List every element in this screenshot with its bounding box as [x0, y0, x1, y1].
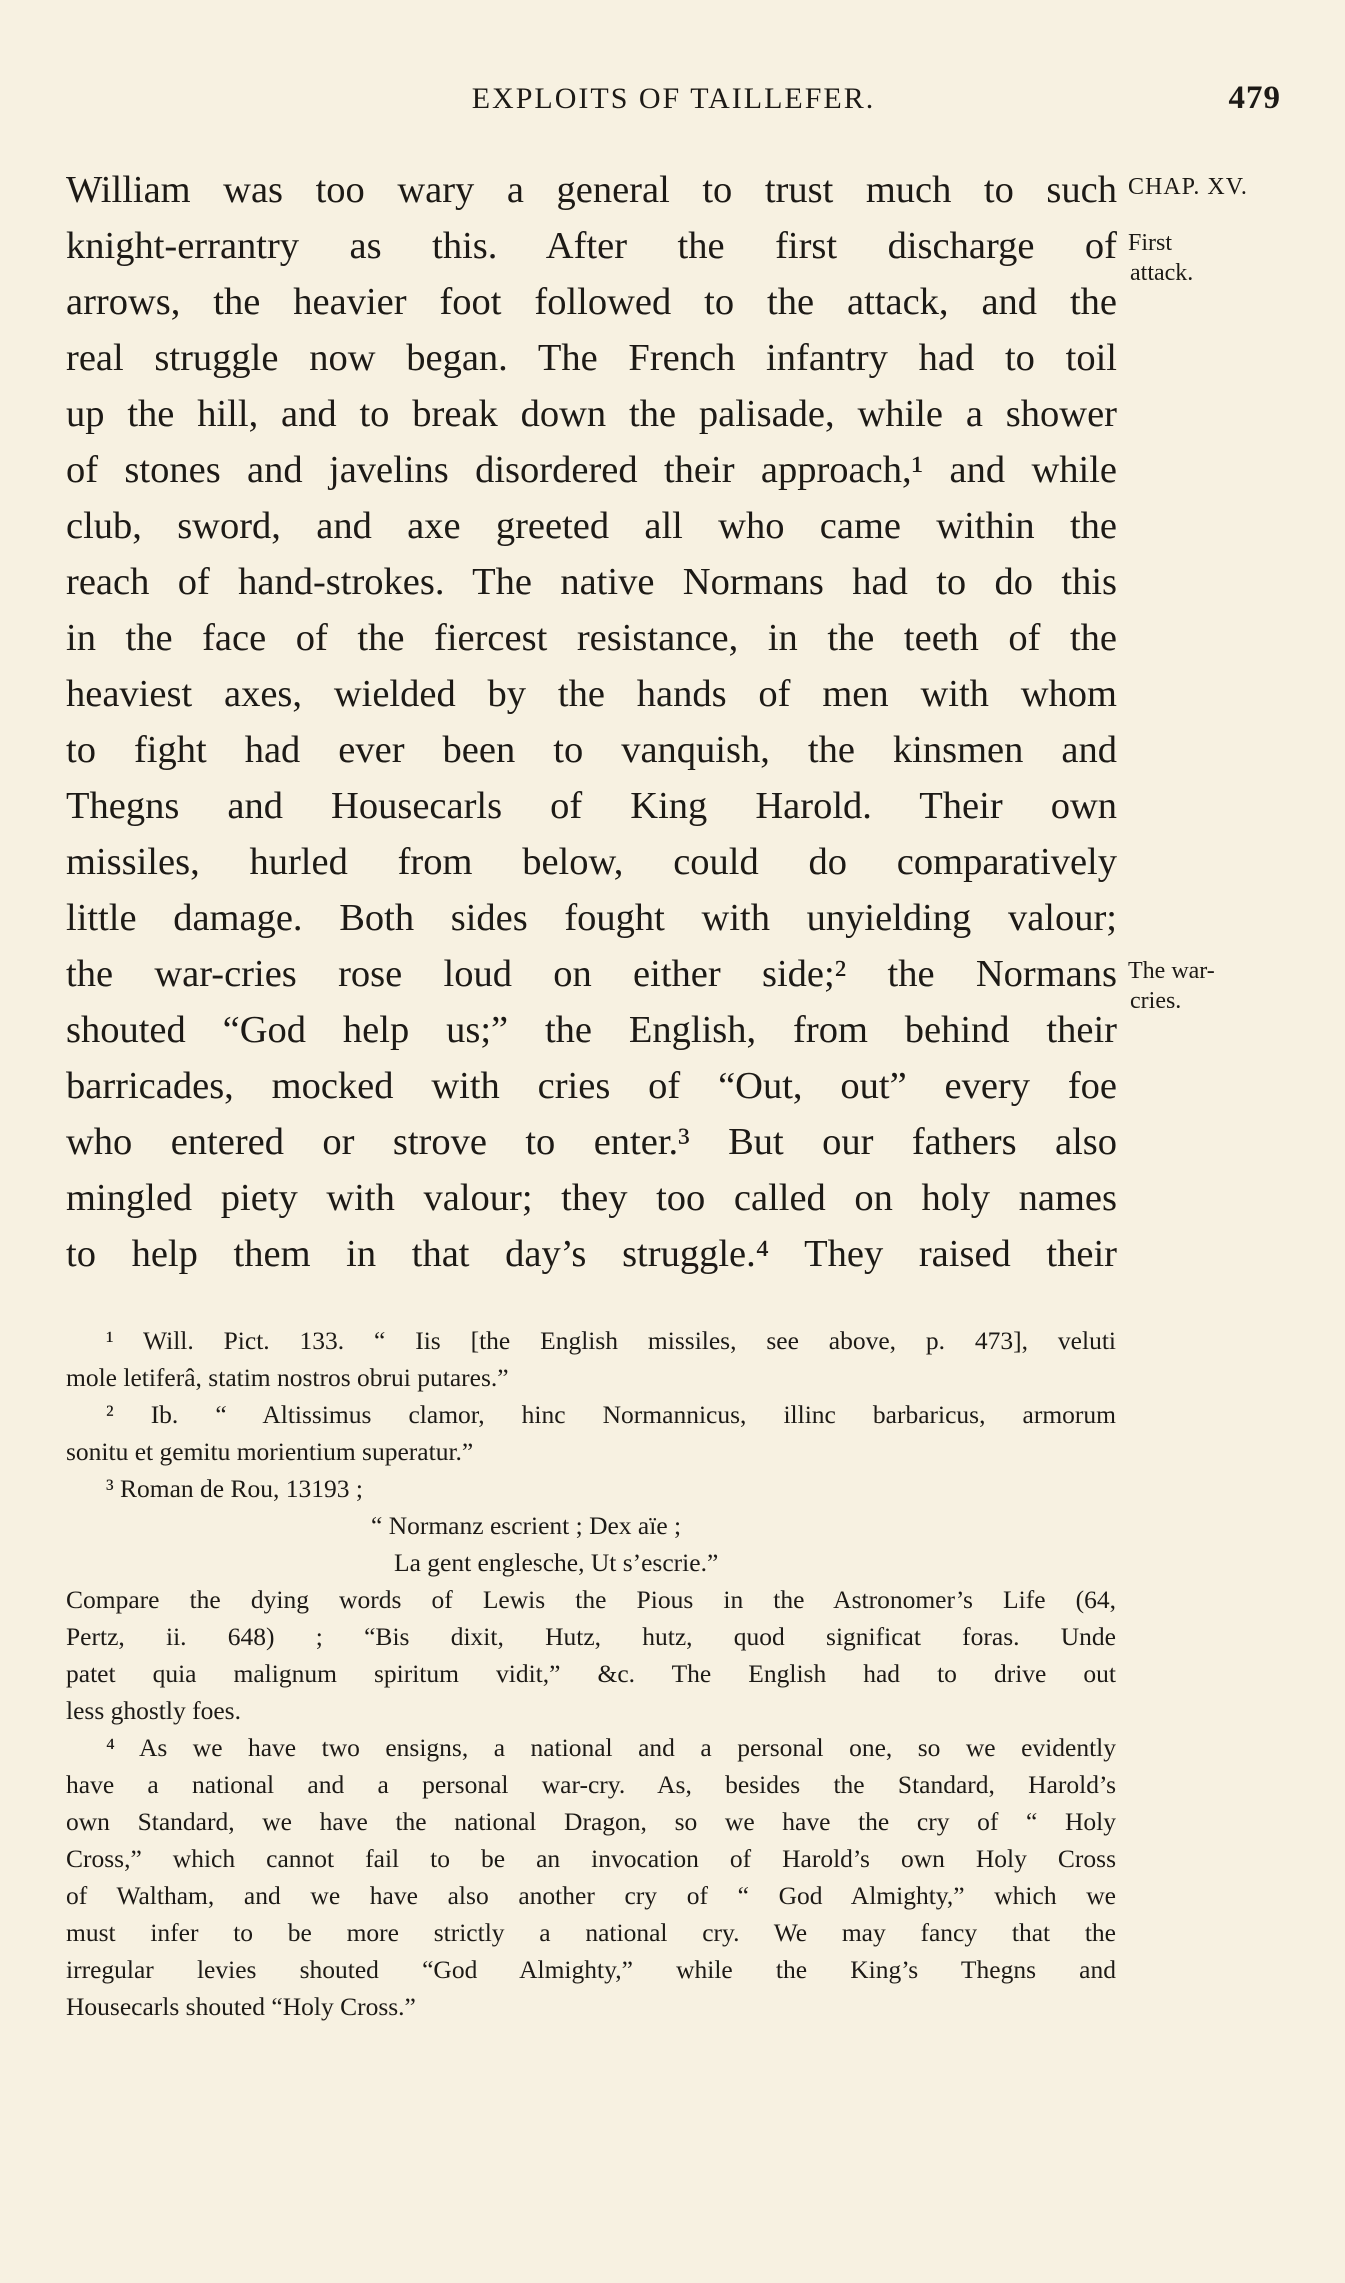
- margin-note-first-attack: [1128, 228, 1338, 288]
- text-line: reach of hand-strokes. The native Normans had to do this: [66, 561, 1117, 603]
- text-line: heaviest axes, wielded by the hands of men with whom: [66, 673, 1117, 715]
- text-line: club, sword, and axe greeted all who came within the: [66, 505, 1117, 547]
- running-title: EXPLOITS OF TAILLEFER.: [471, 82, 876, 115]
- page-number: 479: [1228, 80, 1281, 116]
- text-line: in the face of the fiercest resistance, in the teeth of the: [66, 617, 1117, 659]
- text-line: Thegns and Housecarls of King Harold. Their own: [66, 785, 1117, 827]
- text-line: up the hill, and to break down the palisade, while a shower: [66, 393, 1117, 435]
- margin-note-war-cries: [1128, 956, 1338, 1016]
- footnote-line: ² Ib. “ Altissimus clamor, hinc Normannicus, illinc barbaricus, armorum: [106, 1400, 1116, 1429]
- footnote-line: must infer to be more strictly a national cry. We may fancy that the: [66, 1918, 1116, 1947]
- text-line: shouted “God help us;” the English, from behind their: [66, 1009, 1117, 1051]
- footnote-line: patet quia malignum spiritum vidit,” &c. The English had to drive out: [66, 1659, 1116, 1688]
- text-line: William was too wary a general to trust much to such: [66, 169, 1117, 211]
- margin-note-text: First: [1128, 230, 1173, 256]
- footnotes: [66, 1322, 1116, 2025]
- footnote-line: own Standard, we have the national Dragon, so we have the cry of “ Holy: [66, 1807, 1116, 1836]
- text-line: real struggle now began. The French infantry had to toil: [66, 337, 1117, 379]
- footnote-line: Housecarls shouted “Holy Cross.”: [66, 1992, 416, 2021]
- text-line: little damage. Both sides fought with unyielding valour;: [66, 897, 1117, 939]
- margin-note-text: cries.: [1130, 988, 1182, 1014]
- running-head: [66, 76, 1281, 126]
- text-line: arrows, the heavier foot followed to the attack, and the: [66, 281, 1117, 323]
- footnote-line: ⁴ As we have two ensigns, a national and a personal one, so we evidently: [106, 1733, 1116, 1762]
- margin-note-chapter: [1128, 172, 1338, 202]
- text-line: of stones and javelins disordered their approach,¹ and while: [66, 449, 1117, 491]
- text-line: to help them in that day’s struggle.⁴ They raised their: [66, 1233, 1117, 1275]
- footnote-line: have a national and a personal war-cry. As, besides the Standard, Harold’s: [66, 1770, 1116, 1799]
- footnote-line: ¹ Will. Pict. 133. “ Iis [the English missiles, see above, p. 473], veluti: [106, 1326, 1116, 1355]
- text-line: mingled piety with valour; they too called on holy names: [66, 1177, 1117, 1219]
- footnote-line: mole letiferâ, statim nostros obrui putares.”: [66, 1363, 509, 1392]
- text-line: missiles, hurled from below, could do comparatively: [66, 841, 1117, 883]
- text-line: the war-cries rose loud on either side;² the Normans: [66, 953, 1117, 995]
- footnote-line: of Waltham, and we have also another cry of “ God Almighty,” which we: [66, 1881, 1116, 1910]
- footnote-line: ³ Roman de Rou, 13193 ;: [106, 1474, 363, 1503]
- footnote-line: Cross,” which cannot fail to be an invocation of Harold’s own Holy Cross: [66, 1844, 1116, 1873]
- footnote-line: Pertz, ii. 648) ; “Bis dixit, Hutz, hutz, quod significat foras. Unde: [66, 1622, 1116, 1651]
- text-line: knight-errantry as this. After the first discharge of: [66, 225, 1117, 267]
- text-line: to fight had ever been to vanquish, the kinsmen and: [66, 729, 1117, 771]
- footnote-line: Compare the dying words of Lewis the Pious in the Astronomer’s Life (64,: [66, 1585, 1116, 1614]
- footnote-line: La gent englesche, Ut s’escrie.”: [394, 1548, 719, 1577]
- footnote-line: less ghostly foes.: [66, 1696, 241, 1725]
- footnote-line: sonitu et gemitu morientium superatur.”: [66, 1437, 474, 1466]
- margin-note-text: The war-: [1128, 958, 1215, 984]
- footnote-line: irregular levies shouted “God Almighty,” while the King’s Thegns and: [66, 1955, 1116, 1984]
- text-line: barricades, mocked with cries of “Out, out” every foe: [66, 1065, 1117, 1107]
- main-text: [66, 162, 1117, 1282]
- text-line: who entered or strove to enter.³ But our fathers also: [66, 1121, 1117, 1163]
- margin-note-text: CHAP. XV.: [1128, 174, 1248, 200]
- margin-note-text: attack.: [1130, 260, 1194, 286]
- footnote-line: “ Normanz escrient ; Dex aïe ;: [371, 1511, 682, 1540]
